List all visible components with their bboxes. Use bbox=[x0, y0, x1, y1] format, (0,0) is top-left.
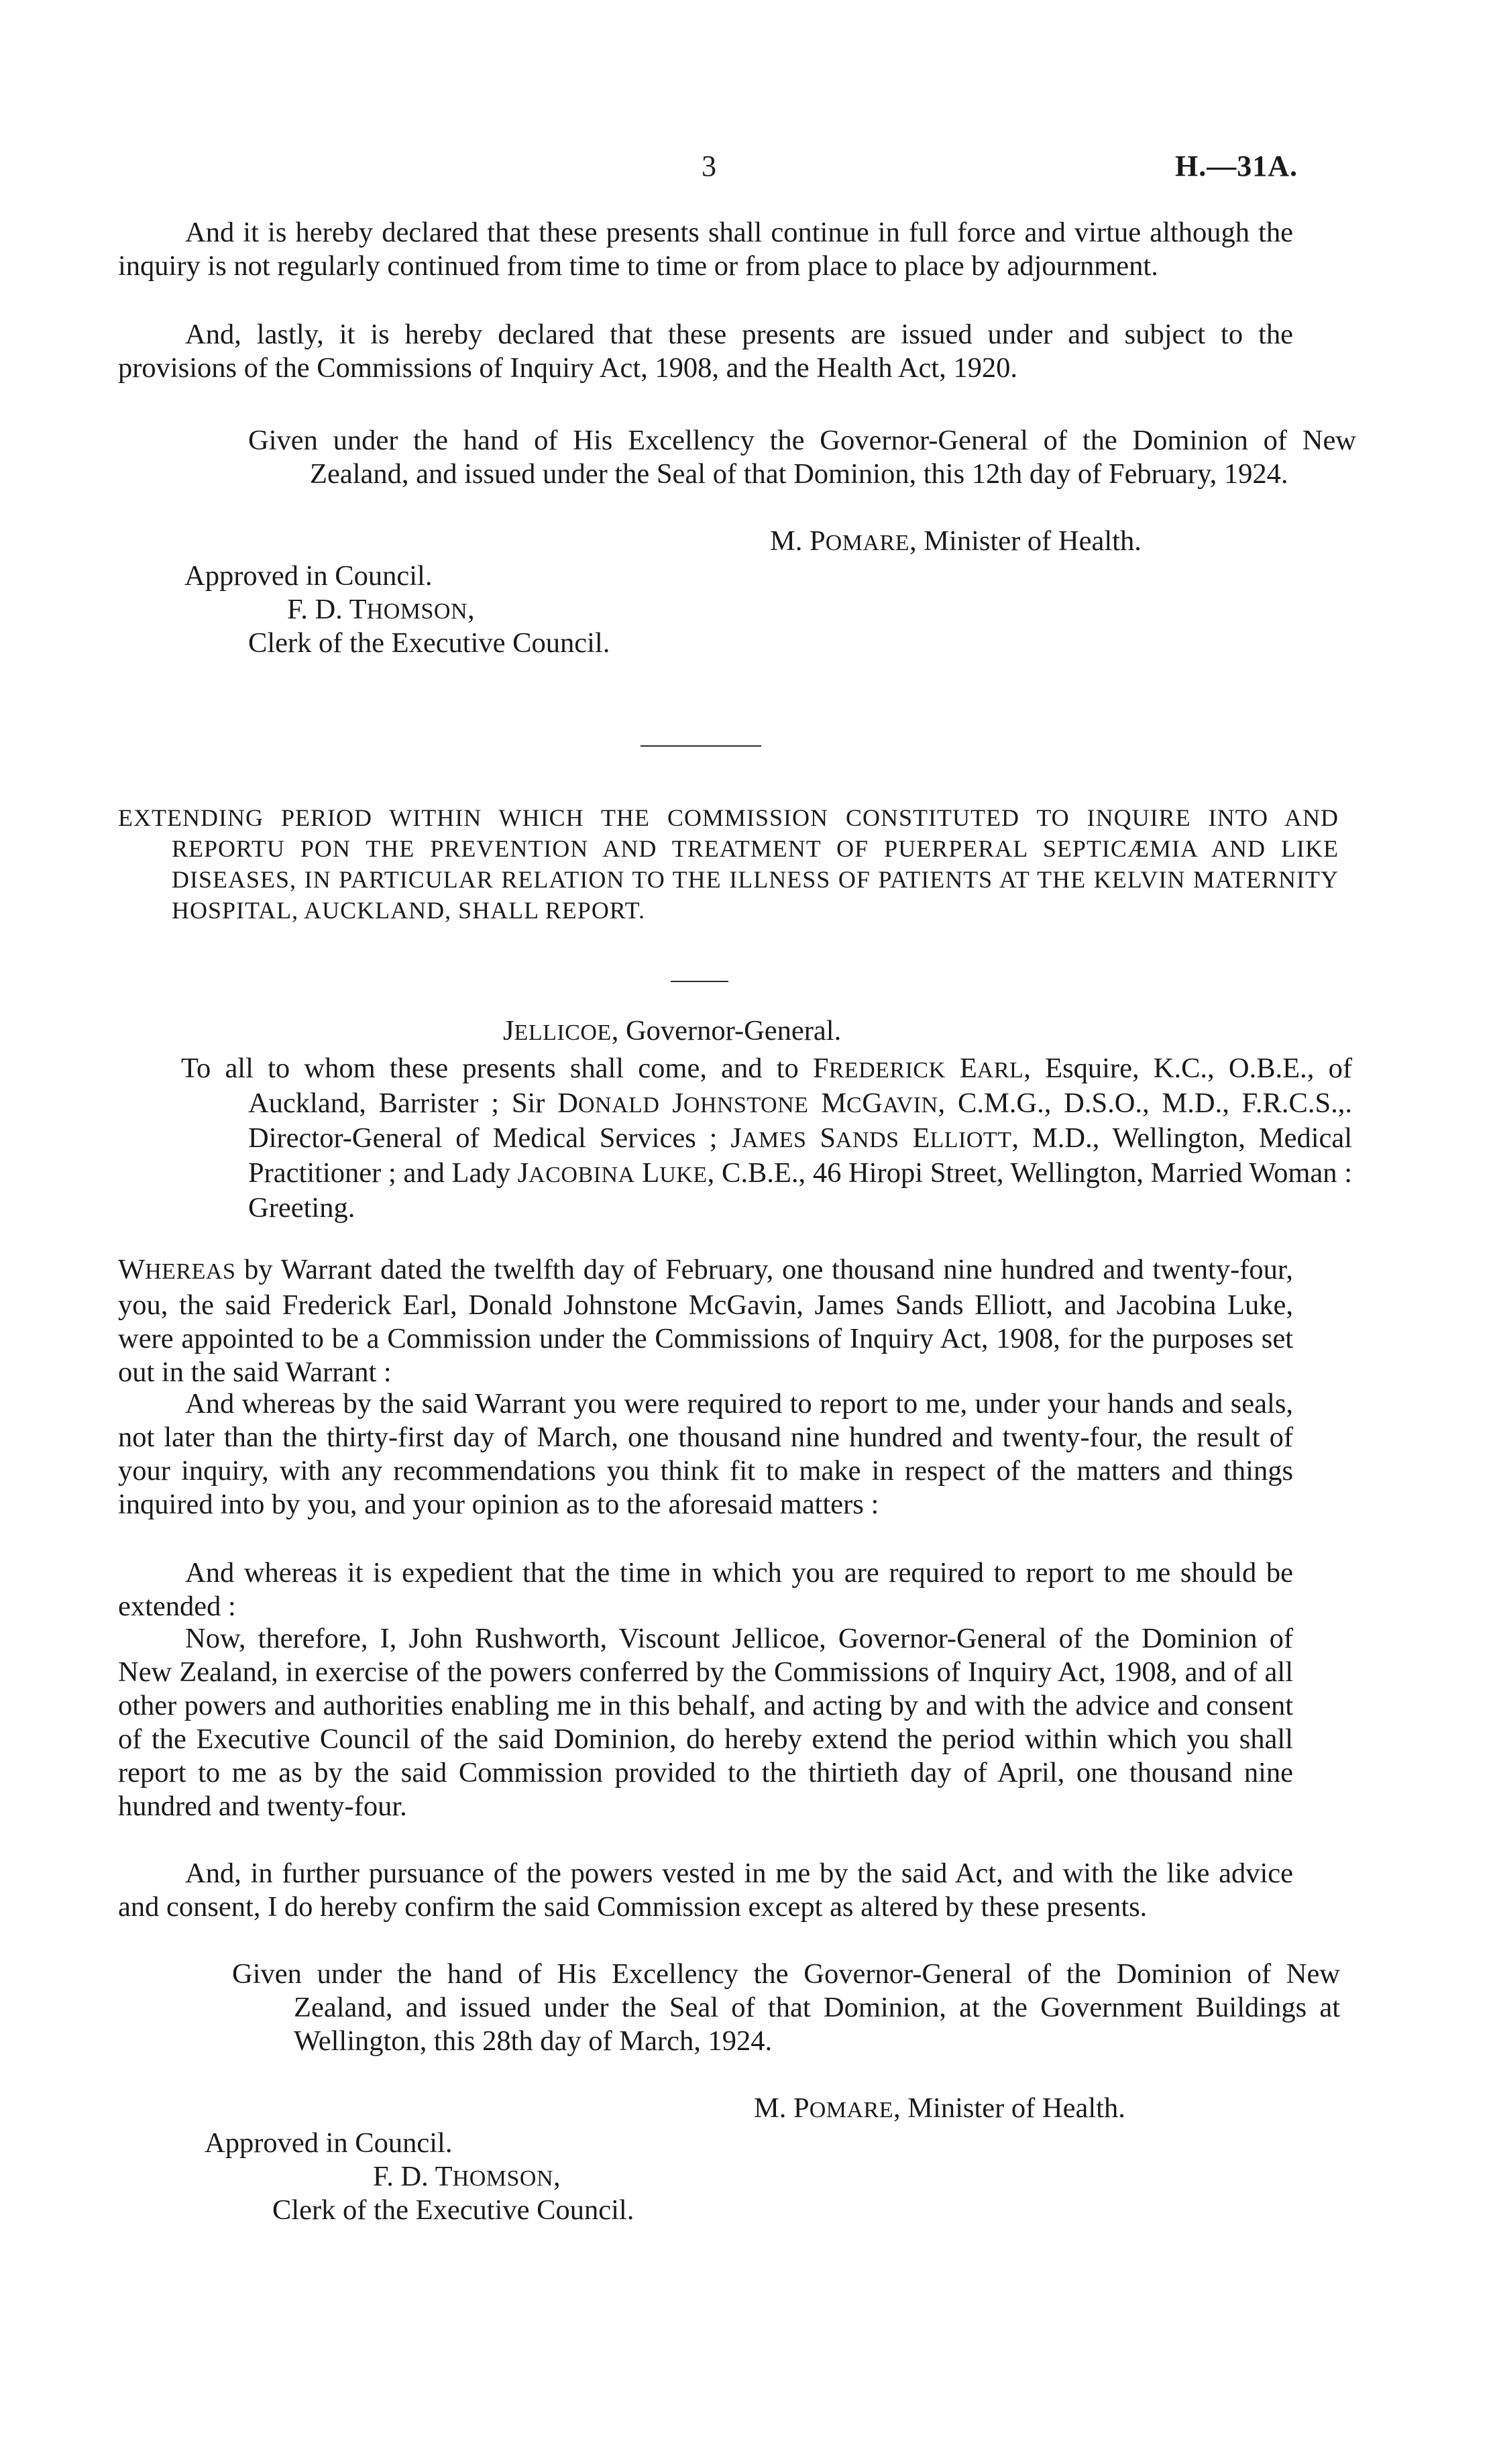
paragraph-report-required: And whereas by the said Warrant you were required to report to me, under your hands and seals, not later than the thirty-first day of March, one thousand nine hundred and twenty-four, the result of your inquiry, with any recommendations you think fit to make in respect of the matters and things inquired into by you, and your opinion as to the aforesaid matters : bbox=[118, 1388, 1293, 1520]
minister-signature-1: M. POMARE, Minister of Health. bbox=[770, 525, 1142, 557]
clerk-signature-2: F. D. THOMSON, bbox=[373, 2161, 561, 2192]
paragraph-full-force: And it is hereby declared that these presents shall continue in full force and virtue although the inquiry is not regularly continued from time to time or from place to place by adjournment. bbox=[118, 217, 1293, 282]
clerk-title-2: Clerk of the Executive Council. bbox=[272, 2194, 634, 2226]
section-divider bbox=[641, 745, 761, 747]
approved-in-council-1: Approved in Council. bbox=[184, 560, 433, 592]
paragraph-now-therefore: Now, therefore, I, John Rushworth, Viscount Jellicoe, Governor-General of the Dominion of New Zealand, in exercise of the powers conferred by the Commissions of Inquiry Act, 1908, and of all other powers and authorities enabling me in this behalf, and acting by and with the advice and consent of the Executive Council of the said Dominion, do hereby extend the period within which you shall report to me as by the said Commission provided to the thirtieth day of April, one thousand nine hundred and twenty-four. bbox=[118, 1623, 1293, 1822]
paragraph-lastly: And, lastly, it is hereby declared that these presents are issued under and subject to the provisions of the Commissions of Inquiry Act, 1908, and the Health Act, 1920. bbox=[118, 319, 1293, 384]
paragraph-expedient: And whereas it is expedient that the time in which you are required to report to me should be extended : bbox=[118, 1557, 1293, 1622]
clerk-title-1: Clerk of the Executive Council. bbox=[248, 627, 610, 659]
paragraph-whereas: WHEREAS by Warrant dated the twelfth day of February, one thousand nine hundred and twenty-four, you, the said Frederick Earl, Donald Johnstone McGavin, James Sands Elliott, and Jacobina Luke, were appointed to be a Commission under the Commissions of Inquiry Act, 1908, for the purposes set out in the said Warrant : bbox=[118, 1254, 1293, 1388]
given-under-hand-1: Given under the hand of His Excellency the Governor-General of the Dominion of New Zealand, and issued under the Seal of that Dominion, this 12th day of February, 1924. bbox=[248, 425, 1356, 490]
heading-rule bbox=[671, 981, 728, 982]
page-number: 3 bbox=[702, 150, 716, 182]
address-to-commissioners: To all to whom these presents shall come, and to FREDERICK EARL, Esquire, K.C., O.B.E., of Auckland, Barrister ; Sir DONALD JOHNSTONE MCGAVIN, C.M.G., D.S.O., M.D., F.R.C.S.,. Director-General of Medical Services ; JAMES SANDS ELLIOTT, M.D., Wellington, Medical Practitioner ; and Lady JACOBINA LUKE, C.B.E., 46 Hiropi Street, Wellington, Married Woman : Greeting. bbox=[181, 1053, 1353, 1224]
section-heading: EXTENDING PERIOD WITHIN WHICH THE COMMISSION CONSTITUTED TO INQUIRE INTO AND REPORTU PON THE PREVENTION AND TREATMENT OF PUERPERAL SEPTICÆMIA AND LIKE DISEASES, IN PARTICULAR RELATION TO THE ILLNESS OF PATIENTS AT THE KELVIN MATERNITY HOSPITAL, AUCKLAND, SHALL REPORT. bbox=[118, 804, 1339, 924]
governor-general-line: JELLICOE, Governor-General. bbox=[503, 1015, 842, 1047]
given-under-hand-2: Given under the hand of His Excellency the Governor-General of the Dominion of New Zealand, and issued under the Seal of that Dominion, at the Government Buildings at Wellington, this 28th day of March, 1924. bbox=[232, 1958, 1340, 2057]
paragraph-further-pursuance: And, in further pursuance of the powers vested in me by the said Act, and with the like advice and consent, I do hereby confirm the said Commission except as altered by these presents. bbox=[118, 1858, 1293, 1923]
approved-in-council-2: Approved in Council. bbox=[205, 2127, 453, 2159]
document-reference: H.—31A. bbox=[1175, 150, 1298, 182]
clerk-signature-1: F. D. THOMSON, bbox=[287, 594, 475, 625]
minister-signature-2: M. POMARE, Minister of Health. bbox=[754, 2092, 1125, 2124]
